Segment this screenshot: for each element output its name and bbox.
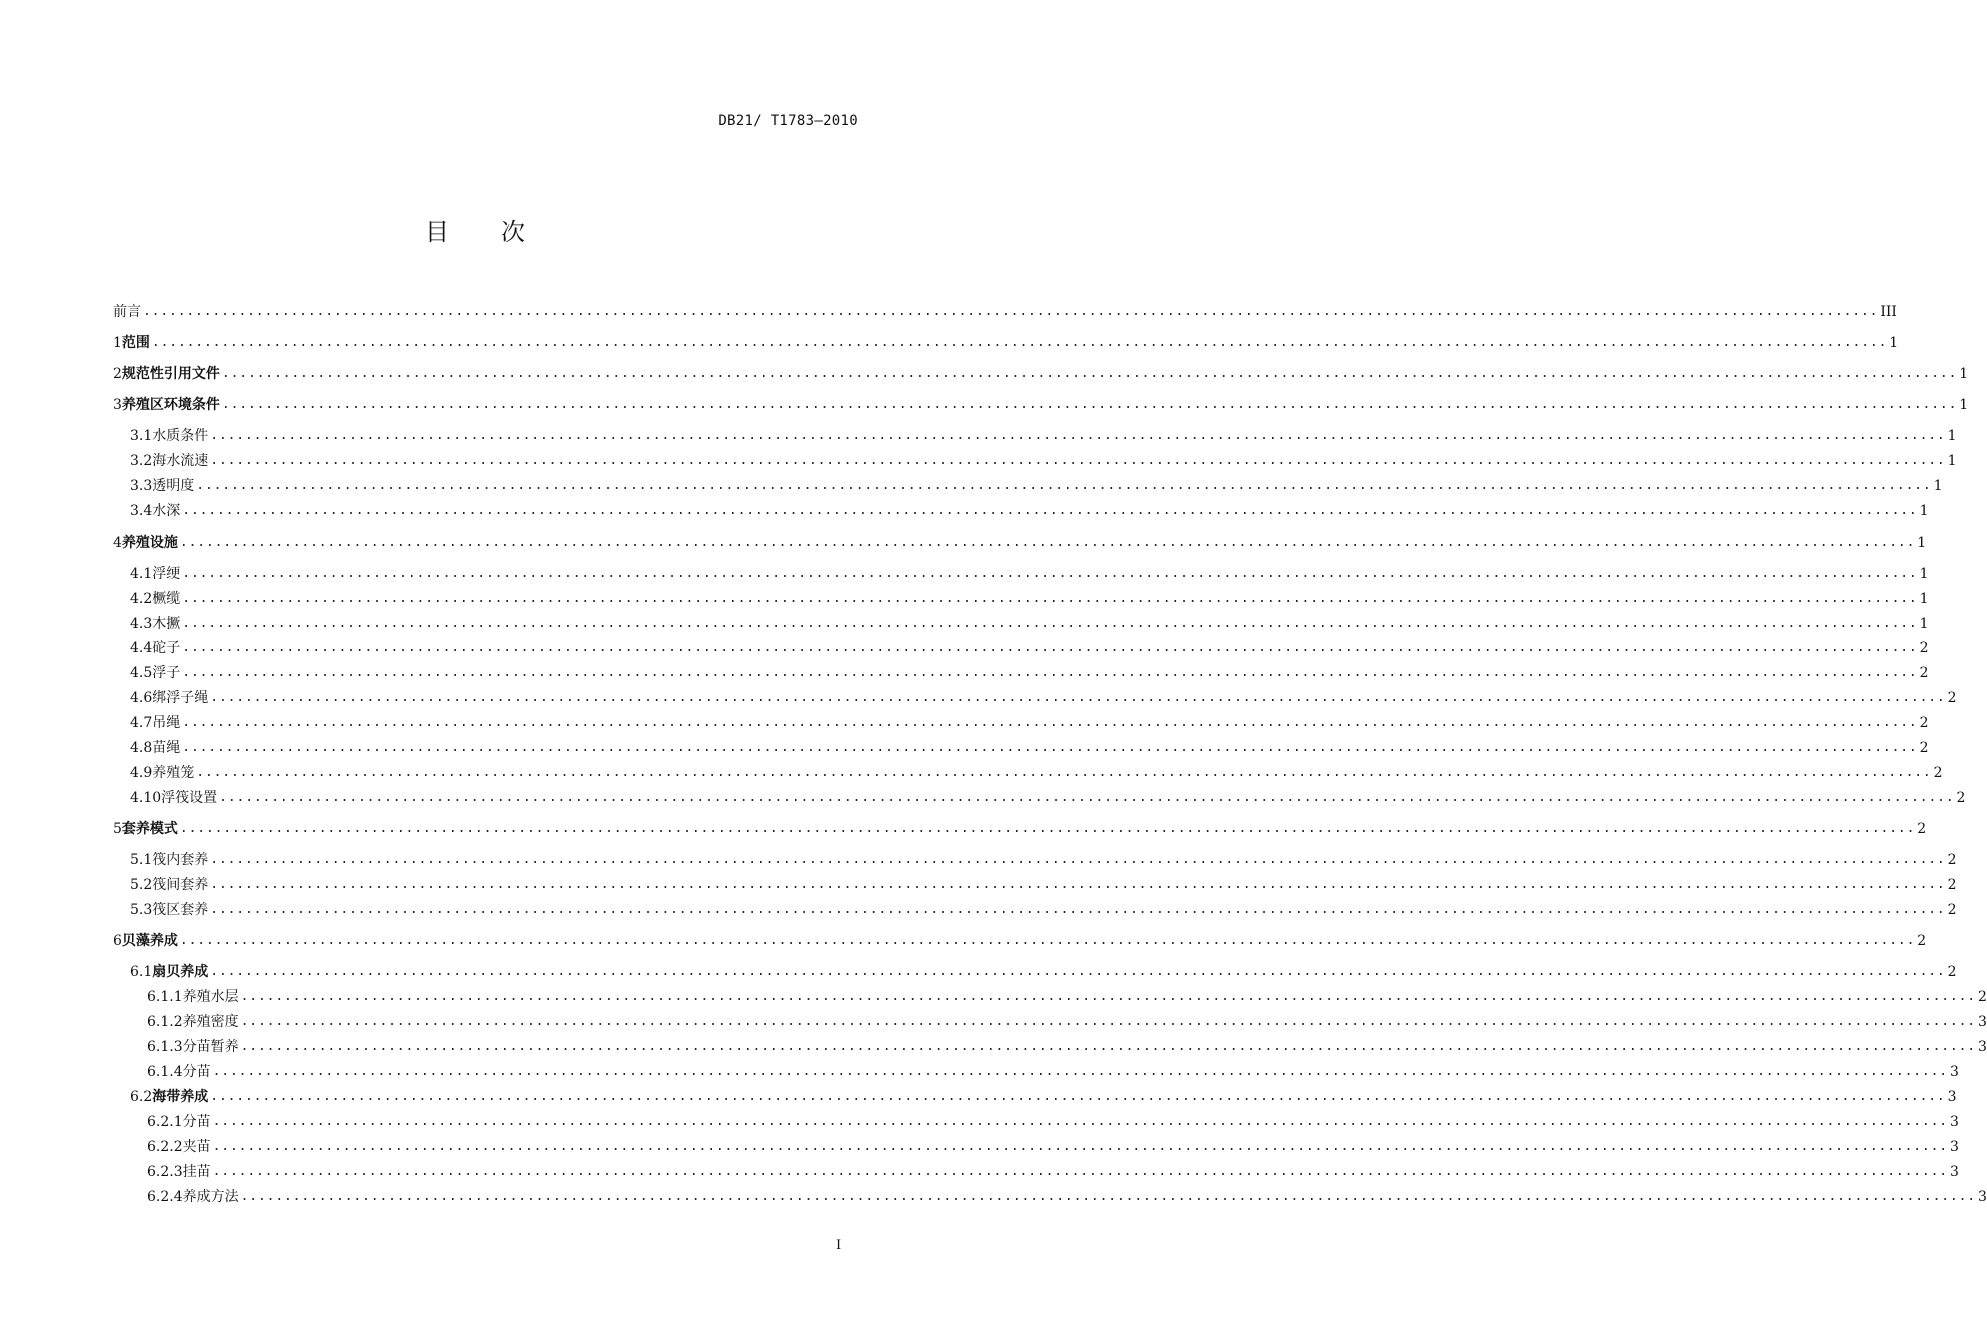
toc-leader-dots: ........................................................................................................................................................................................................ (179, 535, 1916, 550)
toc-entry-number: 6.2.4 (147, 1189, 183, 1205)
toc-leader-dots: ........................................................................................................................................................................................................ (221, 366, 1958, 381)
toc-entry-number: 6.2.3 (147, 1164, 183, 1180)
toc-entry-label: 透明度 (152, 478, 195, 494)
toc-leader-dots: ........................................................................................................................................................................................................ (210, 1089, 1946, 1104)
toc-entry-number: 2 (113, 366, 122, 382)
toc-entry-page: 2 (1947, 902, 1957, 918)
toc-entry-page: 3 (1977, 1039, 1987, 1055)
toc-entry-number: 4.6 (130, 690, 153, 706)
toc-entry-label: 浮筏设置 (161, 790, 218, 806)
toc-entry[interactable] (130, 663, 1929, 683)
toc-entry-page: III (1880, 304, 1897, 320)
toc-leader-dots: ........................................................................................................................................................................................................ (182, 740, 1918, 755)
toc-leader-dots: ........................................................................................................................................................................................................ (210, 902, 1946, 917)
toc-entry-label: 绑浮子绳 (152, 690, 209, 706)
toc-entry[interactable] (130, 738, 1929, 758)
toc-entry-label: 夹苗 (182, 1139, 211, 1155)
toc-entry[interactable] (130, 451, 1957, 471)
toc-leader-dots: ........................................................................................................................................................................................................ (182, 566, 1918, 581)
toc-leader-dots: ........................................................................................................................................................................................................ (240, 1189, 1976, 1204)
toc-entry-label: 范围 (121, 335, 150, 351)
toc-entry-label: 养殖设施 (121, 535, 178, 551)
toc-entry-label: 贝藻养成 (121, 933, 178, 949)
toc-entry-page: 3 (1947, 1089, 1957, 1105)
toc-entry[interactable] (130, 1087, 1957, 1107)
toc-entry-label: 分苗暂养 (182, 1039, 239, 1055)
toc-leader-dots: ........................................................................................................................................................................................................ (212, 1114, 1948, 1129)
page-number: I (836, 1238, 842, 1253)
toc-entry-number: 5.1 (130, 852, 153, 868)
toc-entry-number: 5 (113, 821, 122, 837)
toc-leader-dots: ........................................................................................................................................................................................................ (143, 304, 1879, 319)
toc-entry-page: 2 (1947, 852, 1957, 868)
toc-entry-number: 6 (113, 933, 122, 949)
toc-entry[interactable] (147, 1137, 1959, 1157)
toc-entry[interactable] (130, 589, 1929, 609)
toc-entry-label: 前言 (113, 304, 141, 320)
toc-entry[interactable] (147, 1162, 1959, 1182)
toc-entry[interactable] (130, 501, 1929, 521)
toc-leader-dots: ........................................................................................................................................................................................................ (210, 428, 1946, 443)
toc-entry-number: 6.1.4 (147, 1064, 183, 1080)
toc-entry-number: 4.1 (130, 566, 153, 582)
toc-entry-label: 扇贝养成 (152, 964, 209, 980)
toc-entry-label: 浮绠 (152, 566, 181, 582)
toc-entry[interactable] (113, 395, 1969, 415)
toc-entry-label: 苗绳 (152, 740, 181, 756)
toc-entry-page: 2 (1919, 740, 1929, 756)
toc-leader-dots: ........................................................................................................................................................................................................ (196, 478, 1932, 493)
toc-leader-dots: ........................................................................................................................................................................................................ (219, 790, 1955, 805)
toc-entry-label: 养殖区环境条件 (121, 397, 220, 413)
toc-entry-page: 2 (1956, 790, 1966, 806)
toc-entry-number: 3.4 (130, 503, 153, 519)
toc-entry-page: 3 (1949, 1164, 1959, 1180)
toc-entry-number: 4.9 (130, 765, 153, 781)
toc-entry-page: 2 (1919, 665, 1929, 681)
toc-entry-page: 1 (1959, 397, 1969, 413)
toc-entry-number: 5.3 (130, 902, 153, 918)
toc-entry-page: 3 (1949, 1064, 1959, 1080)
toc-entry-number: 4.10 (130, 790, 162, 806)
toc-entry-page: 1 (1947, 453, 1957, 469)
toc-entry[interactable] (130, 476, 1943, 496)
toc-entry-label: 挂苗 (182, 1164, 211, 1180)
toc-entry-page: 3 (1949, 1114, 1959, 1130)
toc-leader-dots: ........................................................................................................................................................................................................ (182, 715, 1918, 730)
toc-leader-dots: ........................................................................................................................................................................................................ (182, 503, 1918, 518)
toc-entry-label: 养殖笼 (152, 765, 195, 781)
toc-entry-page: 1 (1919, 591, 1929, 607)
toc-leader-dots: ........................................................................................................................................................................................................ (182, 591, 1918, 606)
toc-leader-dots: ........................................................................................................................................................................................................ (212, 1139, 1948, 1154)
toc-entry-label: 海水流速 (152, 453, 209, 469)
toc-leader-dots: ........................................................................................................................................................................................................ (151, 335, 1888, 350)
toc-entry[interactable] (130, 426, 1957, 446)
toc-title-char-1: 目 (425, 218, 449, 246)
toc-entry[interactable] (130, 564, 1929, 584)
toc-entry[interactable] (130, 788, 1966, 808)
toc-entry-number: 3.3 (130, 478, 153, 494)
toc-entry[interactable] (130, 900, 1957, 920)
toc-entry[interactable] (113, 333, 1899, 353)
toc-entry-number: 6.2.2 (147, 1139, 183, 1155)
toc-entry-label: 分苗 (182, 1114, 211, 1130)
toc-entry[interactable] (130, 713, 1929, 733)
toc-entry-label: 橛缆 (152, 591, 181, 607)
toc-leader-dots: ........................................................................................................................................................................................................ (240, 1039, 1976, 1054)
toc-entry-number: 6.1.1 (147, 989, 183, 1005)
document-code: DB21/ T1783—2010 (718, 113, 858, 129)
toc-entry-page: 1 (1919, 566, 1929, 582)
toc-entry-page: 3 (1949, 1139, 1959, 1155)
toc-entry-page: 1 (1917, 535, 1927, 551)
toc-entry-label: 浮子 (152, 665, 181, 681)
toc-entry[interactable] (113, 819, 1927, 839)
toc-entry-number: 6.1.2 (147, 1014, 183, 1030)
toc-entry[interactable] (147, 1187, 1987, 1207)
toc-leader-dots: ........................................................................................................................................................................................................ (221, 397, 1958, 412)
toc-leader-dots: ........................................................................................................................................................................................................ (240, 1014, 1976, 1029)
toc-title-char-2: 次 (501, 218, 525, 246)
toc-entry-label: 筏区套养 (152, 902, 209, 918)
toc-entry-label: 分苗 (182, 1064, 211, 1080)
toc-entry-label: 养殖水层 (182, 989, 239, 1005)
toc-entry[interactable] (130, 614, 1929, 634)
toc-leader-dots: ........................................................................................................................................................................................................ (212, 1064, 1948, 1079)
toc-entry-number: 4.8 (130, 740, 153, 756)
toc-entry-page: 3 (1977, 1014, 1987, 1030)
toc-entry-label: 海带养成 (152, 1089, 209, 1105)
toc-entry-page: 1 (1889, 335, 1899, 351)
toc-leader-dots: ........................................................................................................................................................................................................ (179, 933, 1916, 948)
toc-entry-number: 6.1 (130, 964, 153, 980)
toc-entry-number: 1 (113, 335, 122, 351)
toc-entry-label: 养殖密度 (182, 1014, 239, 1030)
toc-entry-number: 4 (113, 535, 122, 551)
toc-entry[interactable] (147, 1037, 1987, 1057)
toc-entry[interactable] (130, 875, 1957, 895)
toc-entry[interactable] (147, 987, 1987, 1007)
toc-leader-dots: ........................................................................................................................................................................................................ (210, 453, 1946, 468)
toc-entry-number: 6.1.3 (147, 1039, 183, 1055)
toc-entry-label: 养成方法 (182, 1189, 239, 1205)
toc-leader-dots: ........................................................................................................................................................................................................ (179, 821, 1916, 836)
toc-entry-page: 1 (1919, 616, 1929, 632)
toc-entry-page: 2 (1947, 964, 1957, 980)
toc-entry-label: 水质条件 (152, 428, 209, 444)
toc-leader-dots: ........................................................................................................................................................................................................ (240, 989, 1976, 1004)
toc-entry[interactable] (130, 850, 1957, 870)
toc-entry[interactable] (147, 1012, 1987, 1032)
toc-entry-label: 套养模式 (121, 821, 178, 837)
toc-entry-page: 2 (1917, 821, 1927, 837)
toc-entry-page: 2 (1977, 989, 1987, 1005)
toc-leader-dots: ........................................................................................................................................................................................................ (196, 765, 1932, 780)
toc-entry-page: 2 (1919, 640, 1929, 656)
toc-entry-page: 1 (1947, 428, 1957, 444)
toc-entry-page: 2 (1947, 877, 1957, 893)
toc-entry-number: 6.2.1 (147, 1114, 183, 1130)
toc-entry-number: 3.2 (130, 453, 153, 469)
toc-entry-number: 3.1 (130, 428, 153, 444)
toc-leader-dots: ........................................................................................................................................................................................................ (210, 852, 1946, 867)
toc-leader-dots: ........................................................................................................................................................................................................ (182, 665, 1918, 680)
toc-entry[interactable] (130, 763, 1943, 783)
toc-title (0, 212, 950, 247)
toc-entry-number: 4.3 (130, 616, 153, 632)
toc-entry[interactable] (130, 638, 1929, 658)
toc-entry-page: 2 (1917, 933, 1927, 949)
toc-entry-page: 1 (1933, 478, 1943, 494)
toc-entry-label: 筏内套养 (152, 852, 209, 868)
toc-leader-dots: ........................................................................................................................................................................................................ (212, 1164, 1948, 1179)
toc-entry-number: 4.2 (130, 591, 153, 607)
toc-entry-number: 4.4 (130, 640, 153, 656)
toc-entry-number: 3 (113, 397, 122, 413)
toc-entry[interactable] (147, 1062, 1959, 1082)
toc-entry-label: 木撅 (152, 616, 181, 632)
toc-entry-number: 5.2 (130, 877, 153, 893)
toc-leader-dots: ........................................................................................................................................................................................................ (210, 690, 1946, 705)
toc-entry-number: 6.2 (130, 1089, 153, 1105)
toc-entry-page: 3 (1977, 1189, 1987, 1205)
toc-entry[interactable] (113, 302, 1897, 322)
toc-entry[interactable] (113, 533, 1927, 553)
toc-leader-dots: ........................................................................................................................................................................................................ (210, 964, 1946, 979)
toc-entry-number: 4.5 (130, 665, 153, 681)
toc-entry-label: 水深 (152, 503, 181, 519)
toc-leader-dots: ........................................................................................................................................................................................................ (210, 877, 1946, 892)
toc-entry-page: 1 (1919, 503, 1929, 519)
toc-entry-page: 1 (1959, 366, 1969, 382)
toc-entry-number: 4.7 (130, 715, 153, 731)
toc-entry[interactable] (147, 1112, 1959, 1132)
toc-entry-page: 2 (1933, 765, 1943, 781)
toc-entry[interactable] (130, 688, 1957, 708)
toc-entry-label: 筏间套养 (152, 877, 209, 893)
toc-entry-label: 规范性引用文件 (121, 366, 220, 382)
toc-entry[interactable] (130, 962, 1957, 982)
toc-entry-page: 2 (1919, 715, 1929, 731)
toc-entry[interactable] (113, 931, 1927, 951)
toc-entry-label: 吊绳 (152, 715, 181, 731)
toc-entry-label: 砣子 (152, 640, 181, 656)
toc-entry-page: 2 (1947, 690, 1957, 706)
toc-leader-dots: ........................................................................................................................................................................................................ (182, 616, 1918, 631)
toc-leader-dots: ........................................................................................................................................................................................................ (182, 640, 1918, 655)
toc-entry[interactable] (113, 364, 1969, 384)
